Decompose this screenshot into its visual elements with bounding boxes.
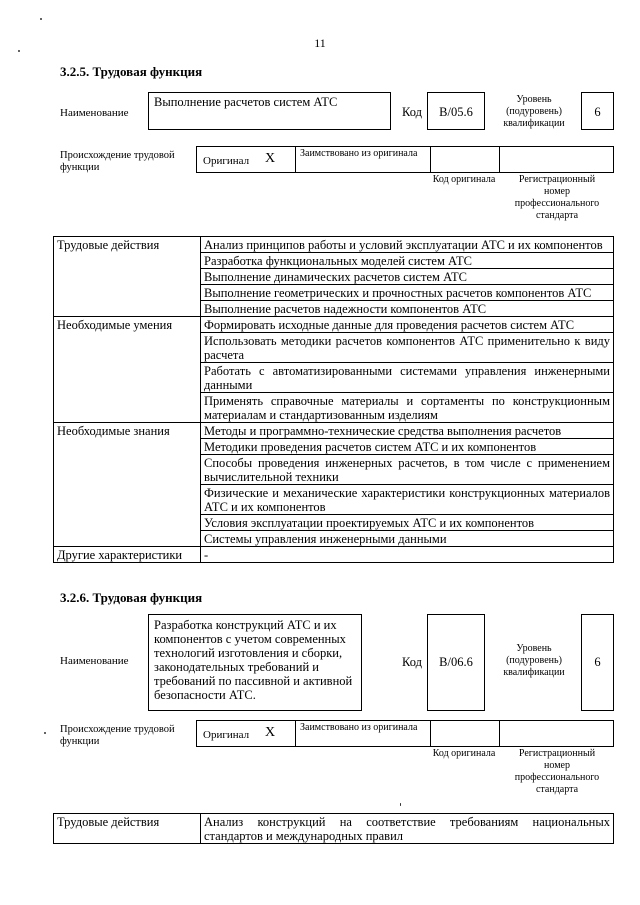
function-name-box (148, 92, 391, 130)
description-cell: Работать с автоматизированными системами управления инженерными данными (201, 363, 614, 393)
section-title-325: 3.2.5. Трудовая функция (60, 64, 203, 79)
reg-number-label-2: Регистрационный номер профессионального стандарта (514, 748, 600, 795)
table-row (54, 317, 614, 333)
function-name-box-2 (148, 614, 362, 711)
table-row (54, 237, 614, 253)
description-cell: Методы и программно-технические средства выполнения расчетов (201, 423, 614, 439)
description-cell: Системы управления инженерными данными (201, 531, 614, 547)
scan-speck (40, 18, 42, 20)
origin-label: Происхождение трудовой функции (60, 150, 175, 173)
scan-speck (44, 732, 46, 734)
description-cell: Методики проведения расчетов систем АТС и их компонентов (201, 439, 614, 455)
description-cell: - (201, 547, 614, 563)
description-cell: Использовать методики расчетов компонентов АТС применительно к виду расчета (201, 333, 614, 363)
code-box-2 (427, 614, 485, 711)
function-level: 6 (594, 105, 601, 119)
code-label: Код (402, 105, 422, 119)
level-box (581, 92, 614, 130)
description-cell: Анализ конструкций на соответствие требованиям национальных стандартов и международных правил (201, 814, 614, 844)
category-cell: Необходимые знания (54, 423, 201, 547)
description-cell: Выполнение геометрических и прочностных расчетов компонентов АТС (201, 285, 614, 301)
code-box (427, 92, 485, 130)
reg-number-label: Регистрационный номер профессионального стандарта (514, 174, 600, 221)
original-label: Оригинал (203, 155, 250, 167)
origin-table-2 (196, 720, 614, 747)
description-cell: Анализ принципов работы и условий эксплуатации АТС и их компонентов (201, 237, 614, 253)
section-title-326: 3.2.6. Трудовая функция (60, 590, 203, 605)
name-label-2: Наименование (60, 655, 129, 667)
scan-speck (400, 803, 401, 806)
description-cell: Выполнение динамических расчетов систем АТС (201, 269, 614, 285)
table-row (54, 814, 614, 844)
original-label-2: Оригинал (203, 729, 250, 741)
description-cell: Выполнение расчетов надежности компонентов АТС (201, 301, 614, 317)
orig-code-label-2: Код оригинала (432, 748, 496, 759)
function-code: B/05.6 (439, 105, 473, 119)
orig-code-label: Код оригинала (432, 174, 496, 185)
function-details-table (53, 236, 614, 563)
description-cell: Применять справочные материалы и сортаменты по конструкционным материалам и стандартизованным изделиям (201, 393, 614, 423)
table-row (54, 423, 614, 439)
function-details-table-2 (53, 813, 614, 844)
origin-label-2: Происхождение трудовой функции (60, 724, 175, 747)
category-cell: Необходимые умения (54, 317, 201, 423)
function-name: Выполнение расчетов систем АТС (154, 95, 338, 109)
borrowed-label-2: Заимствовано из оригинала (300, 722, 418, 733)
name-label: Наименование (60, 107, 129, 119)
scan-speck (18, 50, 20, 52)
original-mark-2: X (265, 725, 276, 740)
description-cell: Физические и механические характеристики конструкционных материалов АТС и их компонентов (201, 485, 614, 515)
original-mark: X (265, 151, 276, 166)
category-cell: Другие характеристики (54, 547, 201, 563)
function-code-2: B/06.6 (439, 655, 473, 669)
description-cell: Формировать исходные данные для проведения расчетов систем АТС (201, 317, 614, 333)
function-level-2: 6 (594, 655, 601, 669)
description-cell: Условия эксплуатации проектируемых АТС и их компонентов (201, 515, 614, 531)
description-cell: Разработка функциональных моделей систем АТС (201, 253, 614, 269)
level-label-2: Уровень (подуровень) квалификации (503, 643, 565, 678)
level-box-2 (581, 614, 614, 711)
description-cell: Способы проведения инженерных расчетов, в том числе с применением вычислительной техники (201, 455, 614, 485)
category-cell: Трудовые действия (54, 237, 201, 317)
level-label: Уровень (подуровень) квалификации (503, 94, 565, 129)
function-name-2: Разработка конструкций АТС и их компонентов с учетом современных технологий изготовления и сборки, законодательных требований и требований по пассивной и активной безопасности АТС. (154, 618, 353, 702)
borrowed-label: Заимствовано из оригинала (300, 148, 418, 159)
category-cell: Трудовые действия (54, 814, 201, 844)
page-number: 11 (314, 36, 326, 50)
code-label-2: Код (402, 655, 422, 669)
table-row (54, 547, 614, 563)
origin-table (196, 146, 614, 173)
